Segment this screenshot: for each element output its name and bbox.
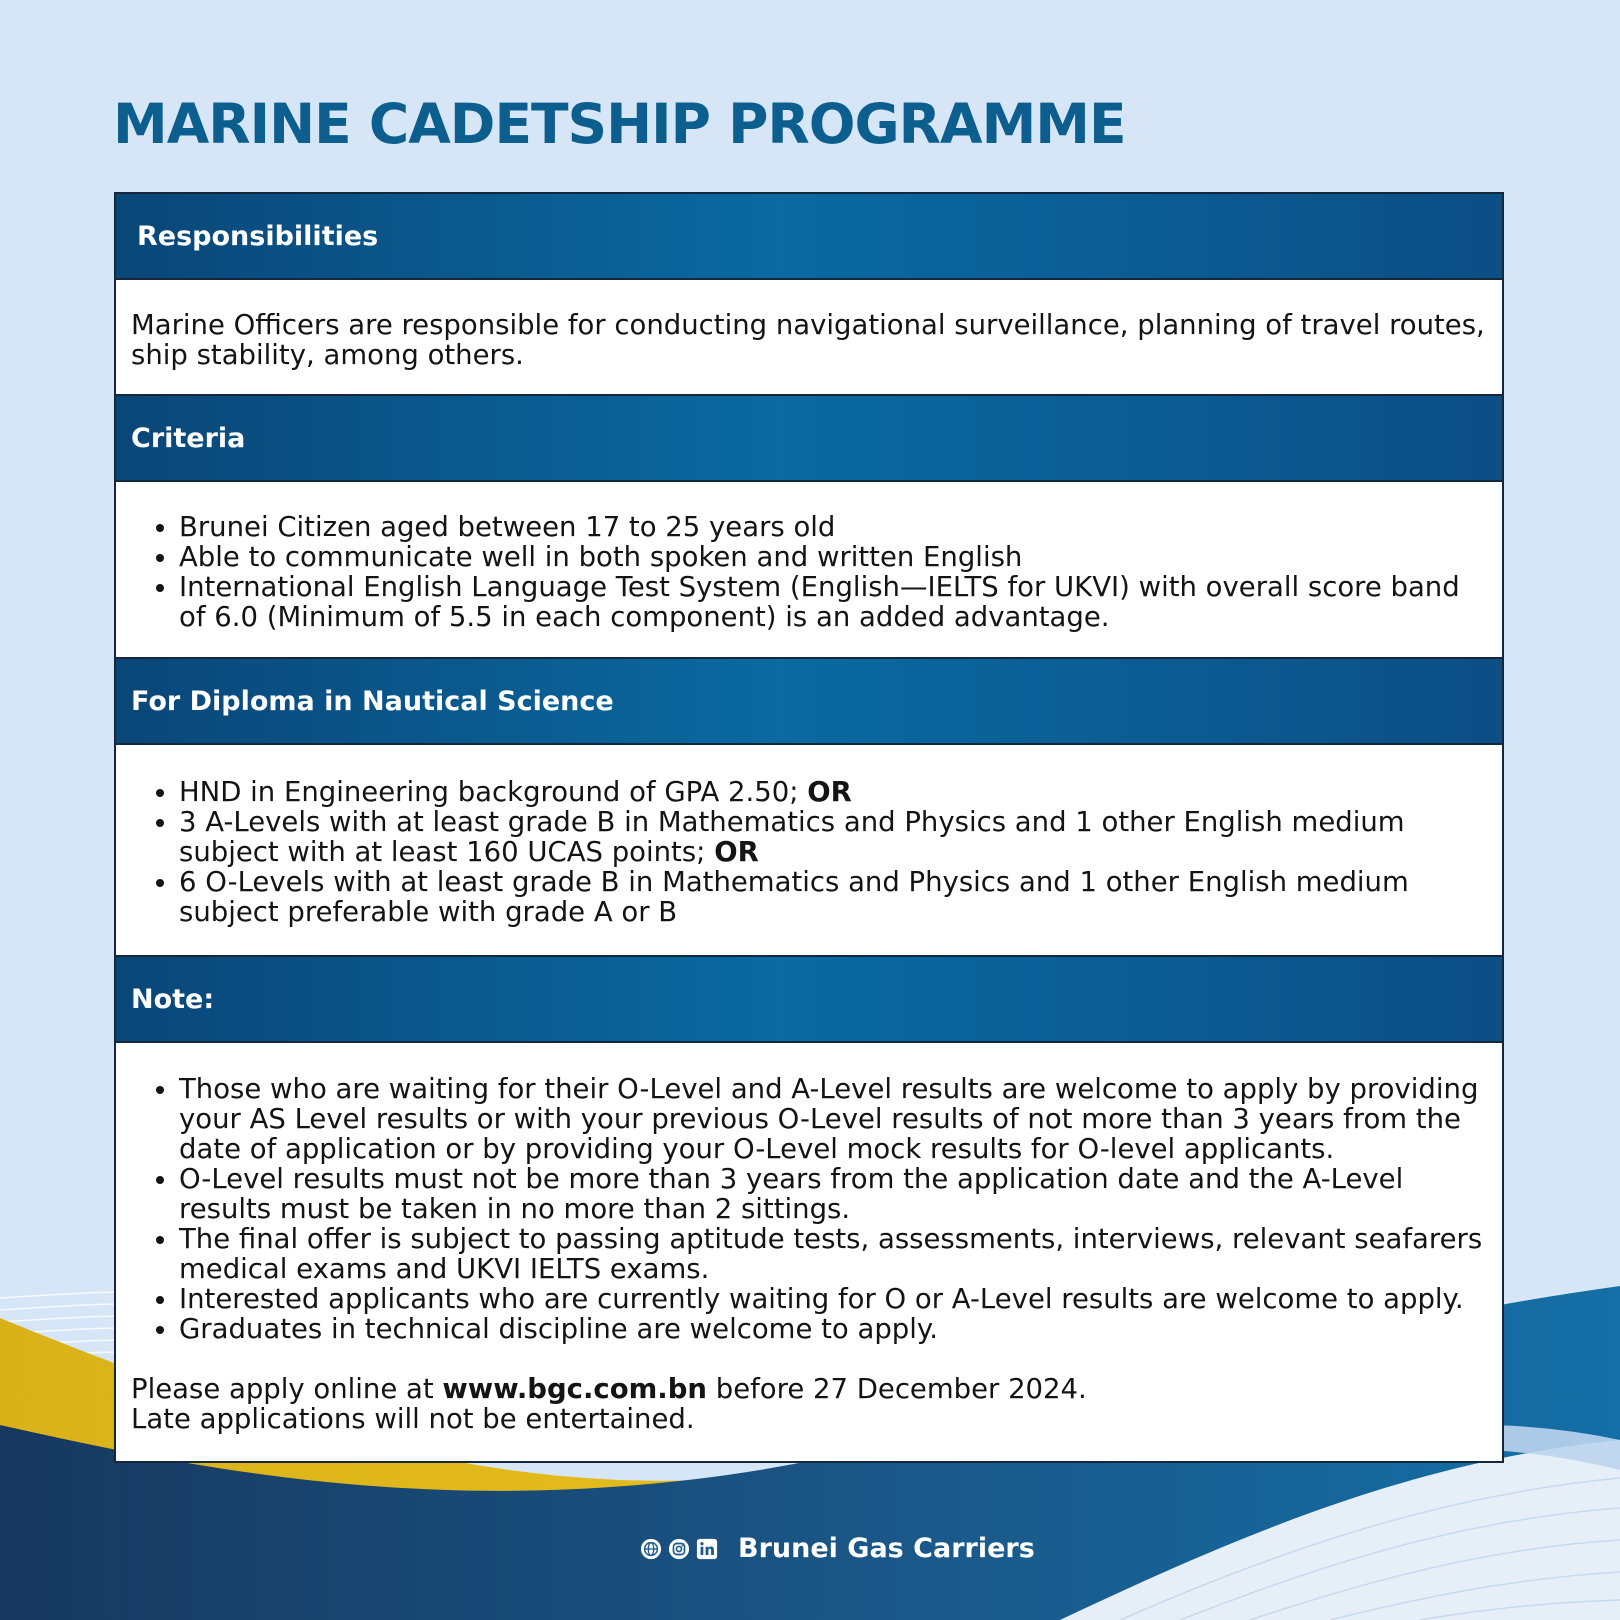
criteria-list [131, 512, 1488, 632]
list-item: • O-Level results must not be more than 3 years from the application date and the A-Level results must be taken in no more than 2 sittings. [179, 1164, 1488, 1224]
page-title: MARINE CADETSHIP PROGRAMME [113, 92, 1126, 156]
list-item: • The final offer is subject to passing aptitude tests, assessments, interviews, relevant seafarers medical exams and UKVI IELTS exams. [179, 1224, 1488, 1284]
info-card [114, 192, 1504, 1463]
responsibilities-body [116, 280, 1502, 396]
instagram-icon[interactable] [668, 1538, 690, 1560]
company-name: Brunei Gas Carriers [738, 1533, 1035, 1564]
apply-suffix: before 27 December 2024. [707, 1373, 1087, 1405]
responsibilities-header [116, 194, 1502, 280]
note-heading: Note: [131, 983, 215, 1015]
criteria-heading: Criteria [131, 422, 246, 454]
criteria-body [116, 482, 1502, 659]
list-item: • Those who are waiting for their O-Level and A-Level results are welcome to apply by providing your AS Level results or with your previous O-Level results of not more than 3 years from the date of application or by providing your O-Level mock results for O-level applicants. [179, 1074, 1488, 1164]
list-item: • Brunei Citizen aged between 17 to 25 years old [179, 512, 1488, 542]
list-item [179, 807, 1488, 867]
apply-instruction [131, 1374, 1488, 1404]
or-emphasis: OR [807, 776, 852, 808]
linkedin-icon[interactable] [696, 1538, 718, 1560]
footer [640, 1533, 1035, 1564]
list-item-text: 6 O-Levels with at least grade B in Mathematics and Physics and 1 other English medium subject preferable with grade A or B [179, 866, 1409, 928]
responsibilities-text: Marine Officers are responsible for conducting navigational surveillance, planning of travel routes, ship stability, among others. [131, 309, 1485, 371]
list-item [179, 867, 1488, 927]
diploma-header [116, 659, 1502, 745]
list-item-text: HND in Engineering background of GPA 2.50; [179, 776, 808, 808]
note-header [116, 957, 1502, 1043]
note-list [131, 1074, 1488, 1344]
criteria-header [116, 396, 1502, 482]
late-notice: Late applications will not be entertained. [131, 1403, 695, 1435]
or-emphasis: OR [714, 836, 759, 868]
list-item: • Graduates in technical discipline are welcome to apply. [179, 1314, 1488, 1344]
list-item: • Interested applicants who are currently waiting for O or A-Level results are welcome to apply. [179, 1284, 1488, 1314]
list-item-text: 3 A-Levels with at least grade B in Mathematics and Physics and 1 other English medium subject with at least 160 UCAS points; [179, 806, 1405, 868]
responsibilities-heading: Responsibilities [137, 220, 379, 252]
apply-prefix: Please apply online at [131, 1373, 443, 1405]
diploma-heading: For Diploma in Nautical Science [131, 685, 614, 717]
note-body [116, 1043, 1502, 1461]
diploma-list [131, 777, 1488, 927]
list-item: • International English Language Test System (English—IELTS for UKVI) with overall score band of 6.0 (Minimum of 5.5 in each component) is an added advantage. [179, 572, 1488, 632]
globe-icon[interactable] [640, 1538, 662, 1560]
list-item [179, 777, 1488, 807]
list-item: • Able to communicate well in both spoken and written English [179, 542, 1488, 572]
diploma-body [116, 745, 1502, 957]
apply-url[interactable]: www.bgc.com.bn [442, 1373, 707, 1405]
